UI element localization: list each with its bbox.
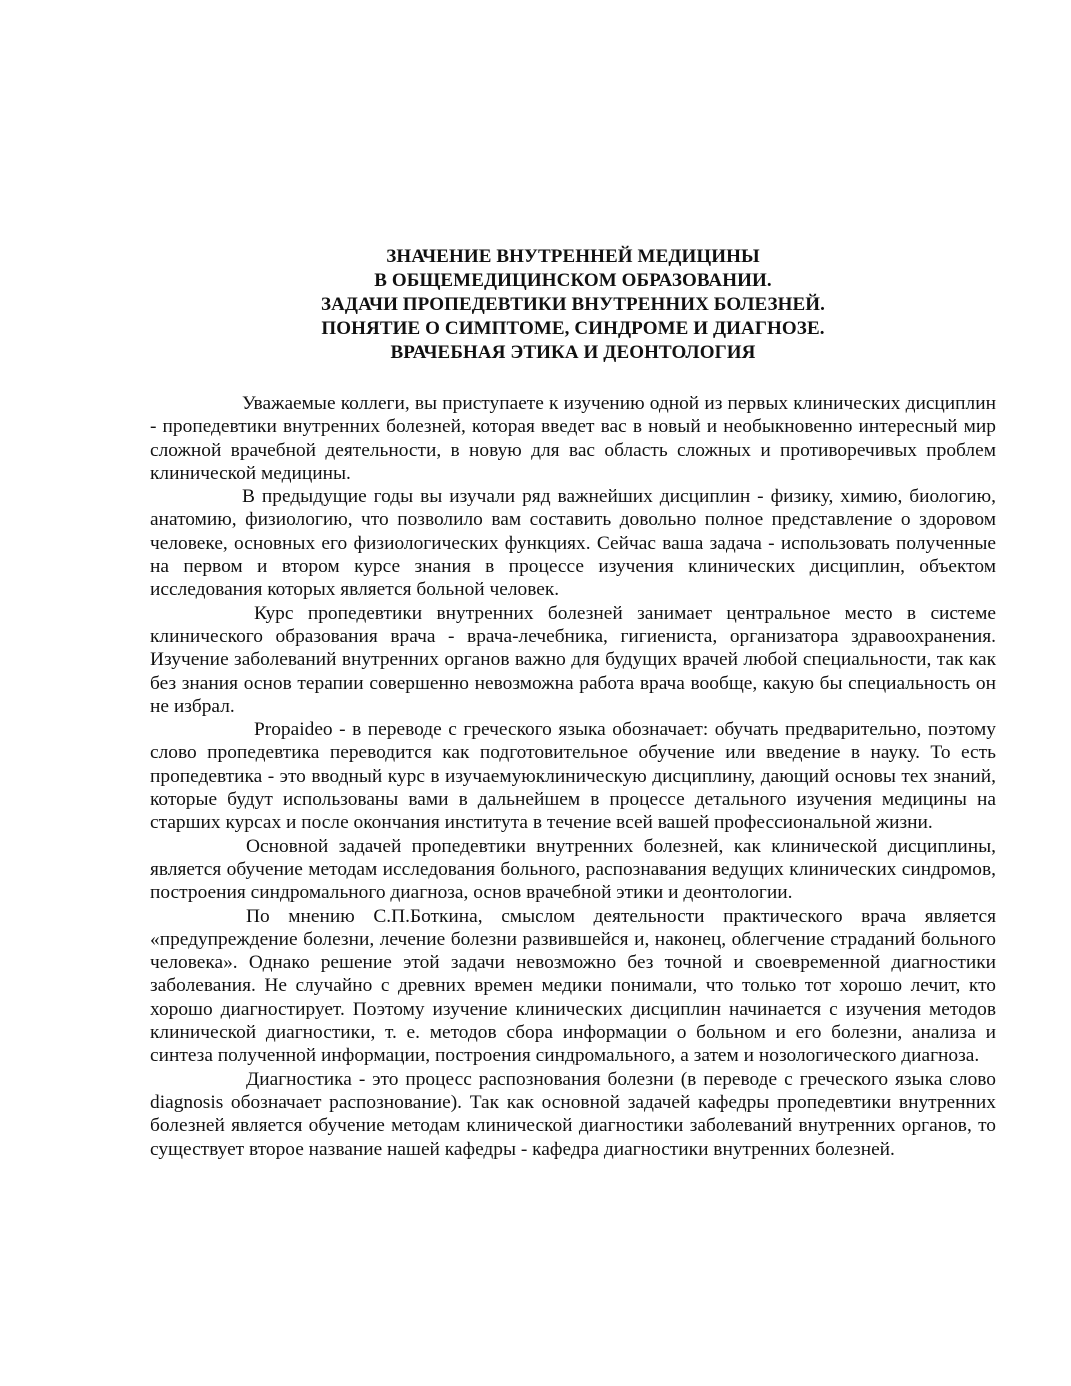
- paragraph-intro: Уважаемые коллеги, вы приступаете к изучению одной из первых клинических дисциплин - пропедевтики внутренних болезней, которая введет вас в новый и необыкновенно интересный мир сложной врачебной деятельности, в новую для вас область сложных и противоречивых проблем клинической медицины.: [150, 393, 996, 484]
- paragraph-previous-years: В предыдущие годы вы изучали ряд важнейших дисциплин - физику, химию, биологию, анатомию, физиологию, что позволило вам составить довольно полное представление о здоровом человеке, основных его физиологических функциях. Сейчас ваша задача - использовать полученные на первом и втором курсе знания в процессе изучения клинических дисциплин, объектом исследования которых является больной человек.: [150, 486, 996, 601]
- title-line-3: ЗАДАЧИ ПРОПЕДЕВТИКИ ВНУТРЕННИХ БОЛЕЗНЕЙ.: [320, 294, 826, 315]
- title-line-1: ЗНАЧЕНИЕ ВНУТРЕННЕЙ МЕДИЦИНЫ: [386, 246, 760, 267]
- paragraph-diagnostics: Диагностика - это процесс распознования болезни (в переводе с греческого языка слово diagnosis обозначает распознование). Так как основной задачей кафедры пропедевтики внутренних болезней является обучение методам клинической диагностики заболеваний внутренних органов, то существует второе название нашей кафедры - кафедра диагностики внутренних болезней.: [150, 1068, 996, 1160]
- document-body: [150, 392, 996, 1161]
- paragraph-botkin: По мнению С.П.Боткина, смыслом деятельности практического врача является «предупреждение болезни, лечение болезни развившейся и, наконец, облегчение страданий больного человека». Однако решение этой задачи невозможно без точной и своевременной диагностики заболевания. Не случайно с древних времен медики понимали, что только тот хорошо лечит, кто хорошо диагностирует. Поэтому изучение клинических дисциплин начинается с изучения методов клинической диагностики, т. е. методов сбора информации о больном и его болезни, анализа и синтеза полученной информации, построения синдромального, а затем и нозологического диагноза.: [150, 905, 996, 1067]
- title-line-2: В ОБЩЕМЕДИЦИНСКОМ ОБРАЗОВАНИИ.: [374, 270, 772, 291]
- paragraph-course-role: Курс пропедевтики внутренних болезней занимает центральное место в системе клинического образования врача - врача-лечебника, гигиениста, организатора здравоохранения. Изучение заболеваний внутренних органов важно для будущих врачей любой специальности, так как без знания основ терапии совершенно невозможна работа врача вообще, какую бы специальность он не избрал.: [150, 602, 996, 717]
- title-line-5: ВРАЧЕБНАЯ ЭТИКА И ДЕОНТОЛОГИЯ: [390, 342, 756, 363]
- paragraph-propaideo: Propaideo - в переводе с греческого языка обозначает: обучать предварительно, поэтому слово пропедевтика переводится как подготовительное обучение или введение в науку. То есть пропедевтика - это вводный курс в изучаемуюклиническую дисциплину, дающий основы тех знаний, которые будут использованы вами в дальнейшем в процессе детального изучения медицины на старших курсах и после окончания института в течение всей вашей профессиональной жизни.: [150, 719, 996, 834]
- title-line-4: ПОНЯТИЕ О СИМПТОМЕ, СИНДРОМЕ И ДИАГНОЗЕ.: [321, 318, 825, 339]
- paragraph-main-task: Основной задачей пропедевтики внутренних болезней, как клинической дисциплины, является обучение методам исследования больного, распознавания ведущих клинических синдромов, построения синдромального диагноза, основ врачебной этики и деонтологии.: [150, 835, 996, 904]
- document-title: [150, 245, 996, 365]
